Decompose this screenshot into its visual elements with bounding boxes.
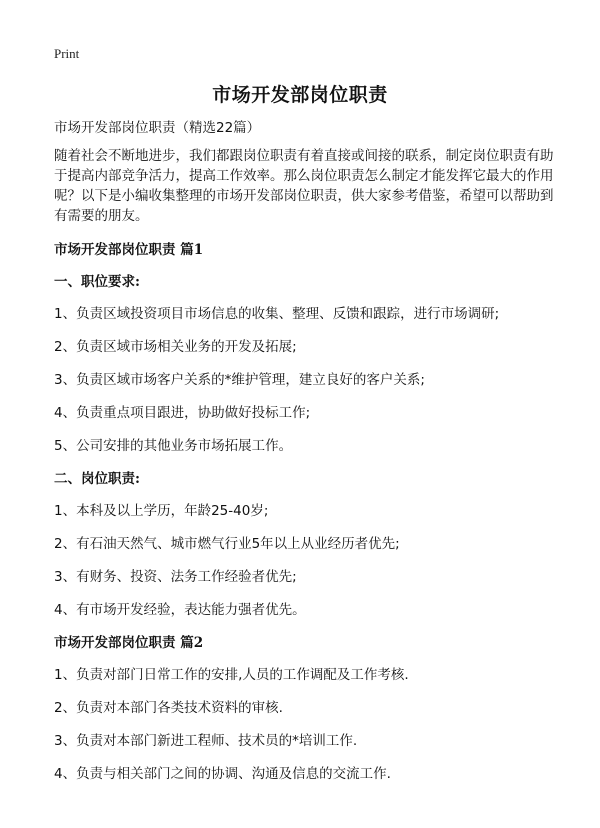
list-item: 3、负责对本部门新进工程师、技术员的*培训工作. bbox=[54, 733, 358, 749]
document-body bbox=[54, 118, 554, 797]
list-item: 1、本科及以上学历，年龄25-40岁; bbox=[54, 503, 269, 519]
list-item: 1、负责对部门日常工作的安排,人员的工作调配及工作考核. bbox=[54, 667, 409, 683]
section-1-part-2-heading: 二、岗位职责: bbox=[54, 471, 140, 487]
list-item: 5、公司安排的其他业务市场拓展工作。 bbox=[54, 438, 293, 454]
list-item: 3、有财务、投资、法务工作经验者优先; bbox=[54, 569, 297, 585]
list-item: 4、负责与相关部门之间的协调、沟通及信息的交流工作. bbox=[54, 766, 391, 782]
page-title: 市场开发部岗位职责 bbox=[212, 84, 388, 106]
list-item: 4、有市场开发经验，表达能力强者优先。 bbox=[54, 602, 306, 618]
list-item: 3、负责区域市场客户关系的*维护管理，建立良好的客户关系; bbox=[54, 372, 425, 388]
section-1-part-1-heading: 一、职位要求: bbox=[54, 274, 140, 290]
print-label[interactable]: Print bbox=[54, 46, 80, 61]
section-2-heading: 市场开发部岗位职责 篇2 bbox=[54, 635, 204, 651]
document-subtitle: 市场开发部岗位职责（精选22篇） bbox=[54, 120, 261, 136]
list-item: 2、有石油天然气、城市燃气行业5年以上从业经历者优先; bbox=[54, 536, 400, 552]
list-item: 2、负责对本部门各类技术资料的审核. bbox=[54, 700, 283, 716]
list-item: 2、负责区域市场相关业务的开发及拓展; bbox=[54, 339, 297, 355]
list-item: 1、负责区域投资项目市场信息的收集、整理、反馈和跟踪，进行市场调研; bbox=[54, 306, 500, 322]
list-item: 4、负责重点项目跟进，协助做好投标工作; bbox=[54, 405, 311, 421]
section-1-heading: 市场开发部岗位职责 篇1 bbox=[54, 242, 204, 258]
intro-paragraph: 随着社会不断地进步，我们都跟岗位职责有着直接或间接的联系，制定岗位职责有助于提高内部竞争活力，提高工作效率。那么岗位职责怎么制定才能发挥它最大的作用呢？以下是小编收集整理的市场开发部岗位职责，供大家参考借鉴，希望可以帮助到有需要的朋友。 bbox=[54, 148, 554, 224]
